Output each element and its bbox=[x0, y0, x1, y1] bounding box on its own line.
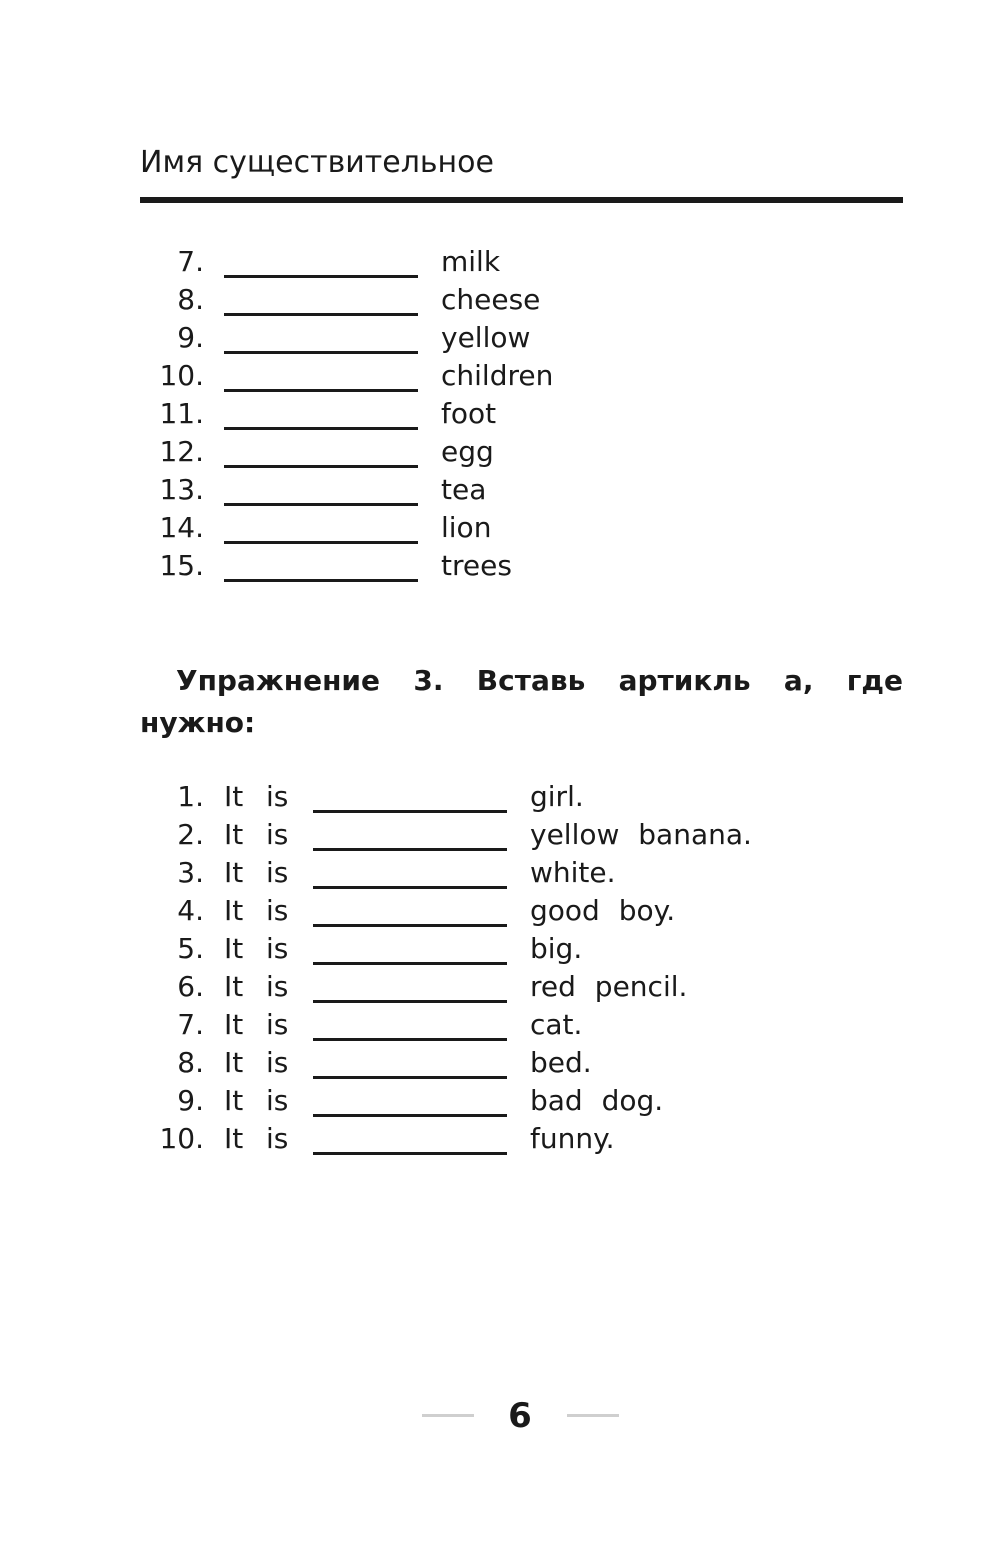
sentence-item bbox=[0, 1006, 1000, 1044]
item-number: 6. bbox=[177, 970, 204, 1003]
answer-blank bbox=[224, 389, 418, 392]
list-item bbox=[0, 471, 1000, 509]
sentence-subject: It bbox=[224, 856, 244, 889]
item-number: 10. bbox=[159, 359, 204, 392]
answer-blank bbox=[224, 465, 418, 468]
sentence-item bbox=[0, 1082, 1000, 1120]
item-word: cheese bbox=[441, 283, 541, 316]
sentence-ending: white. bbox=[530, 856, 616, 889]
answer-blank bbox=[313, 848, 507, 851]
item-number: 3. bbox=[177, 856, 204, 889]
item-number: 4. bbox=[177, 894, 204, 927]
answer-blank bbox=[224, 503, 418, 506]
answer-blank bbox=[313, 810, 507, 813]
sentence-verb: is bbox=[266, 970, 289, 1003]
answer-blank bbox=[224, 541, 418, 544]
footer-dash-right bbox=[567, 1414, 619, 1417]
sentence-subject: It bbox=[224, 932, 244, 965]
sentence-item bbox=[0, 1044, 1000, 1082]
sentence-item bbox=[0, 892, 1000, 930]
item-number: 2. bbox=[177, 818, 204, 851]
sentence-item bbox=[0, 816, 1000, 854]
exercise-heading bbox=[176, 661, 903, 701]
sentence-ending: girl. bbox=[530, 780, 584, 813]
page-header-title: Имя существительное bbox=[140, 145, 494, 180]
exercise-heading-word: a, bbox=[783, 664, 814, 697]
answer-blank bbox=[313, 962, 507, 965]
item-word: egg bbox=[441, 435, 494, 468]
sentence-verb: is bbox=[266, 1084, 289, 1117]
sentence-verb: is bbox=[266, 780, 289, 813]
sentence-ending: good boy. bbox=[530, 894, 676, 927]
sentence-verb: is bbox=[266, 1122, 289, 1155]
answer-blank bbox=[313, 886, 507, 889]
page-number: 6 bbox=[508, 1396, 532, 1436]
item-number: 8. bbox=[177, 283, 204, 316]
item-word: foot bbox=[441, 397, 497, 430]
item-number: 13. bbox=[159, 473, 204, 506]
sentence-subject: It bbox=[224, 970, 244, 1003]
item-word: tea bbox=[441, 473, 487, 506]
item-number: 9. bbox=[177, 1084, 204, 1117]
list-item bbox=[0, 357, 1000, 395]
exercise-heading-word: артикль bbox=[618, 664, 751, 697]
item-number: 1. bbox=[177, 780, 204, 813]
sentence-ending: bad dog. bbox=[530, 1084, 664, 1117]
sentence-item bbox=[0, 778, 1000, 816]
answer-blank bbox=[313, 1038, 507, 1041]
answer-blank bbox=[224, 579, 418, 582]
header-divider bbox=[140, 197, 903, 203]
item-word: children bbox=[441, 359, 554, 392]
sentence-subject: It bbox=[224, 1008, 244, 1041]
answer-blank bbox=[224, 351, 418, 354]
page-footer bbox=[0, 1394, 1000, 1438]
sentence-subject: It bbox=[224, 1046, 244, 1079]
sentence-ending: big. bbox=[530, 932, 583, 965]
sentence-verb: is bbox=[266, 856, 289, 889]
sentence-item bbox=[0, 1120, 1000, 1158]
sentence-ending: funny. bbox=[530, 1122, 615, 1155]
exercise-heading-word: 3. bbox=[413, 664, 444, 697]
item-word: yellow bbox=[441, 321, 531, 354]
exercise-heading-word: Вставь bbox=[476, 664, 586, 697]
item-number: 9. bbox=[177, 321, 204, 354]
list-item bbox=[0, 319, 1000, 357]
sentence-verb: is bbox=[266, 818, 289, 851]
list-item bbox=[0, 243, 1000, 281]
answer-blank bbox=[313, 1152, 507, 1155]
exercise-heading-word: Упражнение bbox=[176, 664, 381, 697]
sentence-item bbox=[0, 854, 1000, 892]
item-number: 8. bbox=[177, 1046, 204, 1079]
sentence-verb: is bbox=[266, 932, 289, 965]
list-item bbox=[0, 547, 1000, 585]
item-word: trees bbox=[441, 549, 512, 582]
sentence-verb: is bbox=[266, 894, 289, 927]
exercise-heading-word: где bbox=[846, 664, 903, 697]
item-number: 7. bbox=[177, 1008, 204, 1041]
sentence-verb: is bbox=[266, 1008, 289, 1041]
item-number: 15. bbox=[159, 549, 204, 582]
sentence-ending: yellow banana. bbox=[530, 818, 752, 851]
sentence-ending: red pencil. bbox=[530, 970, 688, 1003]
item-number: 5. bbox=[177, 932, 204, 965]
item-number: 11. bbox=[159, 397, 204, 430]
sentence-verb: is bbox=[266, 1046, 289, 1079]
answer-blank bbox=[224, 427, 418, 430]
answer-blank bbox=[313, 924, 507, 927]
item-word: lion bbox=[441, 511, 492, 544]
item-number: 10. bbox=[159, 1122, 204, 1155]
exercise-heading-continuation: нужно: bbox=[140, 706, 256, 739]
item-number: 12. bbox=[159, 435, 204, 468]
answer-blank bbox=[313, 1076, 507, 1079]
sentence-subject: It bbox=[224, 780, 244, 813]
sentence-item bbox=[0, 930, 1000, 968]
sentence-subject: It bbox=[224, 818, 244, 851]
list-item bbox=[0, 281, 1000, 319]
sentence-subject: It bbox=[224, 894, 244, 927]
sentence-ending: bed. bbox=[530, 1046, 592, 1079]
sentence-subject: It bbox=[224, 1084, 244, 1117]
answer-blank bbox=[313, 1114, 507, 1117]
answer-blank bbox=[224, 313, 418, 316]
item-word: milk bbox=[441, 245, 501, 278]
footer-dash-left bbox=[422, 1414, 474, 1417]
item-number: 14. bbox=[159, 511, 204, 544]
sentence-item bbox=[0, 968, 1000, 1006]
sentence-subject: It bbox=[224, 1122, 244, 1155]
item-number: 7. bbox=[177, 245, 204, 278]
sentence-ending: cat. bbox=[530, 1008, 583, 1041]
list-item bbox=[0, 509, 1000, 547]
list-item bbox=[0, 433, 1000, 471]
answer-blank bbox=[224, 275, 418, 278]
list-item bbox=[0, 395, 1000, 433]
answer-blank bbox=[313, 1000, 507, 1003]
